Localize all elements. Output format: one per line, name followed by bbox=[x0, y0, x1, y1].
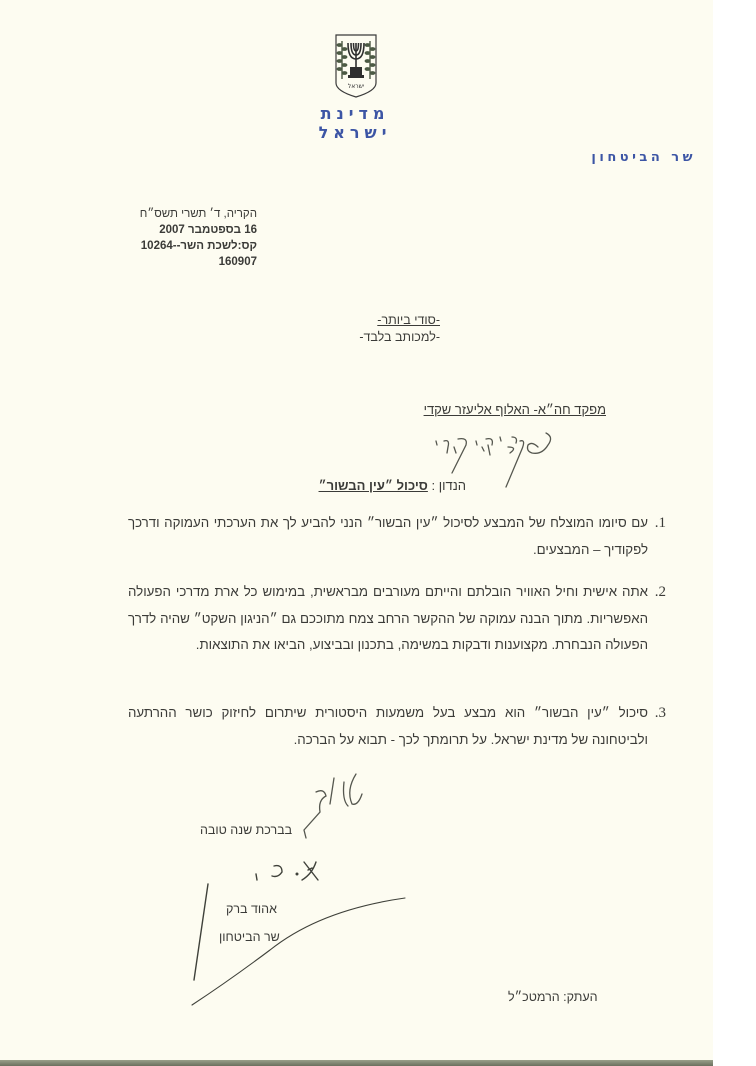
paragraph-number: 3. bbox=[654, 705, 666, 721]
signer-name: אהוד ברק bbox=[226, 902, 277, 916]
signer-title: שר הביטחון bbox=[219, 930, 280, 944]
recipient: מפקד חה״א- האלוף אליעזר שקדי bbox=[423, 402, 606, 417]
paragraph-3 bbox=[128, 700, 666, 753]
paragraph-number: 2. bbox=[654, 584, 666, 600]
date-hebrew: הקריה, ד׳ תשרי תשס״ח bbox=[139, 208, 257, 220]
paragraph-text: אתה אישית וחיל האוויר הובלתם והייתם מעורבים מבראשית, במימוש כל ארת מדרכי הפעולה האפשריות. מתוך הבנה עמוקה של ההקשר הרחב צמח מתוככם גם ״הניגון השקט״ שהיה לדרך הפעולה הנבחרת. מקצוענות ודבקות במשימה, בתכנון ובביצוע, הביאו את התוצאות. bbox=[128, 584, 648, 652]
document-code: 160907 bbox=[218, 256, 257, 268]
paragraph-2 bbox=[128, 579, 666, 659]
paragraph-1 bbox=[128, 510, 666, 563]
subject-title: סיכול ״עין הבשור״ bbox=[318, 478, 428, 493]
paragraph-text: עם סיומו המוצלח של המבצע לסיכול ״עין הבשור״ הנני להביע לך את הערכתי העמוקה ודרכך לפקודיך – המבצעים. bbox=[128, 515, 648, 557]
subject-line bbox=[319, 478, 466, 493]
distribution-note: -למכותב בלבד- bbox=[359, 330, 440, 344]
closing-greeting: בברכת שנה טובה bbox=[200, 823, 293, 837]
paragraph-text: סיכול ״עין הבשור״ הוא מבצע בעל משמעות היסטורית שיתרום לחיזוק כושר ההרתעה ולביטחונה של מדינת ישראל. על תרומתך לכך - תבוא על הברכה. bbox=[128, 705, 648, 747]
letter-meta bbox=[82, 206, 257, 270]
date-gregorian: 16 בספטמבר 2007 bbox=[159, 224, 257, 236]
classification-block bbox=[290, 312, 440, 346]
emblem-of-israel-icon bbox=[333, 33, 379, 99]
signature-stroke bbox=[190, 880, 410, 1010]
classification-level: -סודי ביותר- bbox=[377, 313, 440, 327]
state-name: מדינת ישראל bbox=[318, 104, 392, 142]
copy-to: העתק: הרמטכ״ל bbox=[508, 990, 598, 1004]
ministry-title: שר הביטחון bbox=[591, 150, 696, 165]
svg-text:ישראל: ישראל bbox=[347, 83, 365, 90]
subject-label: הנדון : bbox=[431, 478, 466, 493]
reference-number: קס:לשכת השר--10264 bbox=[140, 240, 257, 252]
paragraph-number: 1. bbox=[654, 515, 666, 531]
page-bottom-edge bbox=[0, 1060, 713, 1066]
